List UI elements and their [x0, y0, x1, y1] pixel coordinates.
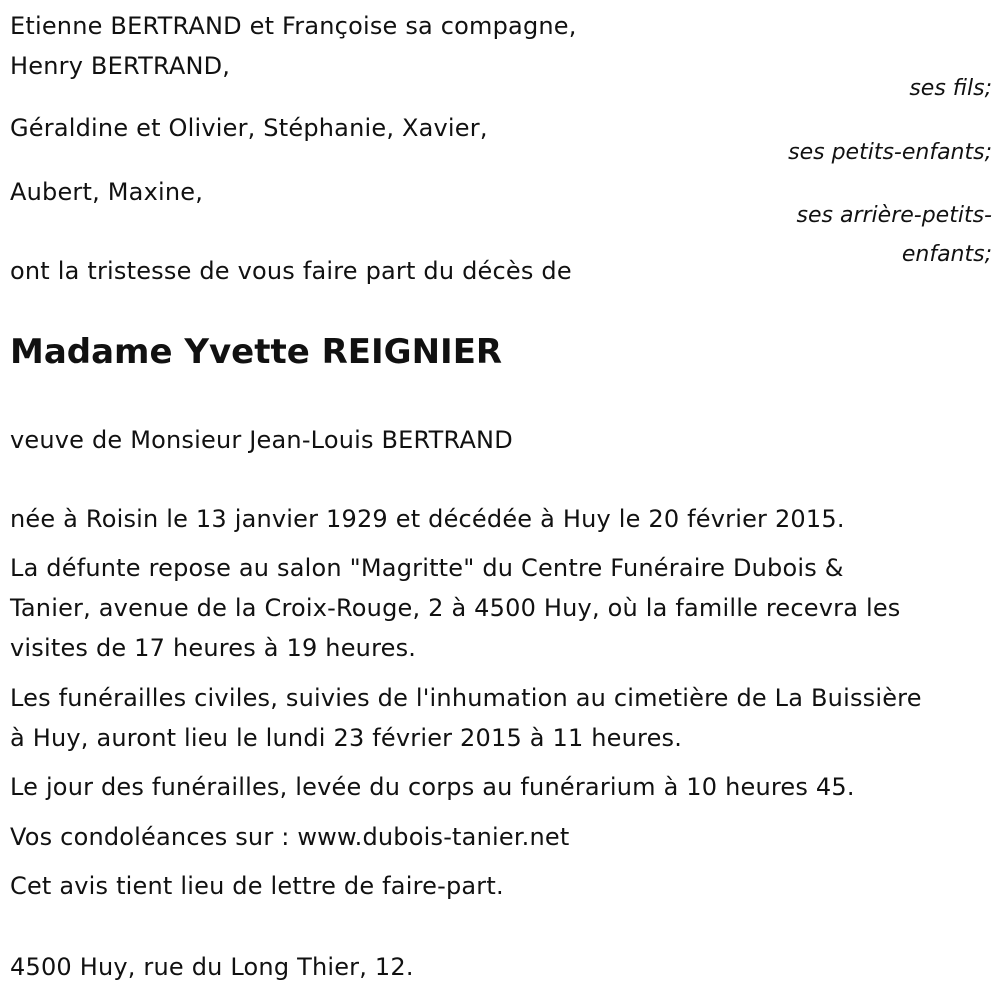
- announcement-text: ont la tristesse de vous faire part du décès de: [10, 257, 572, 285]
- condolences-text: Vos condoléances sur : www.dubois-tanier.net: [10, 823, 570, 851]
- repose-line-2: Tanier, avenue de la Croix-Rouge, 2 à 4500 Huy, où la famille recevra les: [10, 594, 901, 622]
- sons-relation: ses fils;: [909, 76, 992, 101]
- great-grandchildren-relation-line-2: enfants;: [901, 242, 992, 267]
- grandchildren-relation: ses petits-enfants;: [788, 140, 992, 165]
- widow-of-text: veuve de Monsieur Jean-Louis BERTRAND: [10, 426, 513, 454]
- grandchildren-names: Géraldine et Olivier, Stéphanie, Xavier,: [10, 114, 488, 142]
- funeral-line-1: Les funérailles civiles, suivies de l'inhumation au cimetière de La Buissière: [10, 684, 922, 712]
- great-grandchildren-relation-line-1: ses arrière-petits-: [796, 203, 992, 228]
- address-text: 4500 Huy, rue du Long Thier, 12.: [10, 953, 414, 981]
- sons-line-2: Henry BERTRAND,: [10, 52, 231, 80]
- levee-text: Le jour des funérailles, levée du corps au funérarium à 10 heures 45.: [10, 773, 855, 801]
- funeral-line-2: à Huy, auront lieu le lundi 23 février 2015 à 11 heures.: [10, 724, 683, 752]
- repose-line-3: visites de 17 heures à 19 heures.: [10, 634, 417, 662]
- great-grandchildren-names: Aubert, Maxine,: [10, 178, 204, 206]
- birth-death-text: née à Roisin le 13 janvier 1929 et décédée à Huy le 20 février 2015.: [10, 505, 845, 533]
- notice-text: Cet avis tient lieu de lettre de faire-part.: [10, 872, 504, 900]
- repose-line-1: La défunte repose au salon "Magritte" du Centre Funéraire Dubois &: [10, 554, 844, 582]
- deceased-name: Madame Yvette REIGNIER: [10, 332, 503, 372]
- sons-line-1: Etienne BERTRAND et Françoise sa compagne,: [10, 12, 577, 40]
